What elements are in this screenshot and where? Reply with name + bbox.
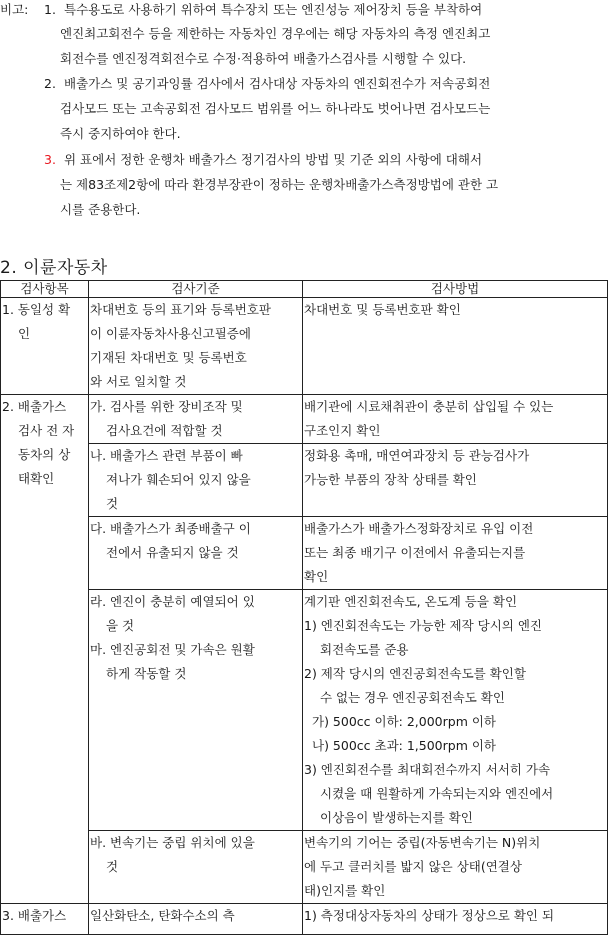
row2b-method-cell (303, 444, 608, 517)
item-text: 태확인 (18, 471, 55, 486)
criteria-text: 기재된 차대번호 및 등록번호 (90, 350, 247, 365)
remark-2-line: 검사모드 또는 고속공회전 검사모드 범위를 어느 하나라도 벗어나면 검사모드는 (60, 101, 491, 116)
criteria-text: 하게 작동할 것 (106, 666, 187, 681)
criteria-text: 져나가 훼손되어 있지 않을 (106, 472, 251, 487)
row2e-criteria-cell (89, 831, 303, 904)
criteria-text: 일산화탄소, 탄화수소의 측 (90, 908, 235, 923)
criteria-text: 라. 엔진이 충분히 예열되어 있 (90, 594, 255, 609)
criteria-text: 마. 엔진공회전 및 가속은 원활 (90, 642, 255, 657)
row2c-method-cell (303, 517, 608, 590)
table-header-row (1, 281, 608, 298)
header-criteria: 검사기준 (89, 281, 303, 298)
remark-3-line: 는 제83조제2항에 따라 환경부장관이 정하는 운행차배출가스측정방법에 관한 고 (60, 177, 499, 192)
remark-1-line: 엔진최고회전수 등을 제한하는 자동차인 경우에는 해당 자동차의 측정 엔진최고 (60, 26, 491, 41)
method-text: 배기관에 시료채취관이 충분히 삽입될 수 있는 (304, 399, 554, 414)
criteria-text: 가. 검사를 위한 장비조작 및 (90, 399, 243, 414)
method-text: 수 없는 경우 엔진공회전속도 확인 (320, 690, 505, 705)
row1-method-cell (303, 298, 608, 395)
method-text: 1) 엔진회전속도는 가능한 제작 당시의 엔진 (304, 618, 542, 633)
method-text: 태)인지를 확인 (304, 883, 386, 898)
criteria-text: 바. 변속기는 중립 위치에 있을 (90, 835, 255, 850)
method-text: 시켰을 때 원활하게 가속되는지와 엔진에서 (320, 786, 554, 801)
method-text: 1) 측정대상자동차의 상태가 정상으로 확인 되 (304, 908, 555, 923)
row3-criteria-cell (89, 904, 303, 935)
remarks-label: 비고: (0, 2, 29, 17)
criteria-text: 을 것 (106, 618, 135, 633)
remark-2-number: 2. (44, 76, 56, 91)
remark-3-number: 3. (44, 152, 56, 167)
method-text: 가능한 부품의 장착 상태를 확인 (304, 472, 477, 487)
table-row (1, 298, 608, 395)
remark-3-line: 위 표에서 정한 운행차 배출가스 정기검사의 방법 및 기준 외의 사항에 대해서 (64, 152, 483, 167)
criteria-text: 차대번호 등의 표기와 등록번호판 (90, 302, 271, 317)
table-row (1, 517, 608, 590)
item-text: 2. 배출가스 (2, 399, 67, 414)
section-title: 2. 이륜자동차 (0, 258, 108, 278)
row2a-criteria-cell (89, 395, 303, 444)
table-row (1, 904, 608, 935)
criteria-text: 나. 배출가스 관련 부품이 빠 (90, 448, 243, 463)
header-method: 검사방법 (303, 281, 608, 298)
item-text: 동차의 상 (18, 447, 71, 462)
table-row (1, 831, 608, 904)
method-text: 에 두고 클러치를 밟지 않은 상태(연결상 (304, 859, 522, 874)
method-text: 변속기의 기어는 중립(자동변속기는 N)위치 (304, 835, 541, 850)
criteria-text: 것 (106, 859, 119, 874)
header-item: 검사항목 (1, 281, 89, 298)
row2c-criteria-cell (89, 517, 303, 590)
item-text: 3. 배출가스 (2, 908, 67, 923)
item-text: 인 (18, 326, 31, 341)
remark-2-line: 즉시 중지하여야 한다. (60, 126, 181, 141)
row2d-criteria-cell (89, 590, 303, 831)
row2-item-cell (1, 395, 89, 904)
remark-1-number: 1. (44, 2, 56, 17)
method-text: 회전속도를 준용 (320, 642, 409, 657)
remark-2-line: 배출가스 및 공기과잉률 검사에서 검사대상 자동차의 엔진회전수가 저속공회전 (64, 76, 491, 91)
remark-3-line: 시를 준용한다. (60, 202, 141, 217)
method-text: 2) 제작 당시의 엔진공회전속도를 확인할 (304, 666, 526, 681)
row1-item-cell (1, 298, 89, 395)
criteria-text: 이 이륜자동차사용신고필증에 (90, 326, 251, 341)
method-text: 계기판 엔진회전속도, 온도계 등을 확인 (304, 594, 518, 609)
method-text: 정화용 촉매, 매연여과장치 등 관능검사가 (304, 448, 530, 463)
row1-criteria-cell (89, 298, 303, 395)
method-text: 구조인지 확인 (304, 423, 381, 438)
method-text: 나) 500cc 초과: 1,500rpm 이하 (312, 738, 496, 753)
inspection-table (0, 280, 608, 935)
method-text: 3) 엔진회전수를 최대회전수까지 서서히 가속 (304, 762, 551, 777)
method-text: 확인 (304, 569, 329, 584)
table-row (1, 395, 608, 444)
table-row (1, 444, 608, 517)
row2d-method-cell (303, 590, 608, 831)
item-text: 1. 동일성 확 (2, 302, 71, 317)
remark-1-line: 회전수를 엔진정격회전수로 수정·적용하여 배출가스검사를 시행할 수 있다. (60, 51, 467, 66)
row2e-method-cell (303, 831, 608, 904)
criteria-text: 와 서로 일치할 것 (90, 374, 187, 389)
criteria-text: 전에서 유출되지 않을 것 (106, 545, 239, 560)
method-text: 차대번호 및 등록번호판 확인 (304, 302, 461, 317)
method-text: 이상음이 발생하는지를 확인 (320, 810, 473, 825)
method-text: 가) 500cc 이하: 2,000rpm 이하 (312, 714, 496, 729)
criteria-text: 다. 배출가스가 최종배출구 이 (90, 521, 251, 536)
remark-1-line: 특수용도로 사용하기 위하여 특수장치 또는 엔진성능 제어장치 등을 부착하여 (64, 2, 483, 17)
item-text: 검사 전 자 (18, 423, 75, 438)
criteria-text: 검사요건에 적합할 것 (106, 423, 223, 438)
row2a-method-cell (303, 395, 608, 444)
row3-method-cell (303, 904, 608, 935)
method-text: 또는 최종 배기구 이전에서 유출되는지를 (304, 545, 526, 560)
criteria-text: 것 (106, 496, 119, 511)
method-text: 배출가스가 배출가스정화장치로 유입 이전 (304, 521, 534, 536)
table-row (1, 590, 608, 831)
row2b-criteria-cell (89, 444, 303, 517)
row3-item-cell (1, 904, 89, 935)
